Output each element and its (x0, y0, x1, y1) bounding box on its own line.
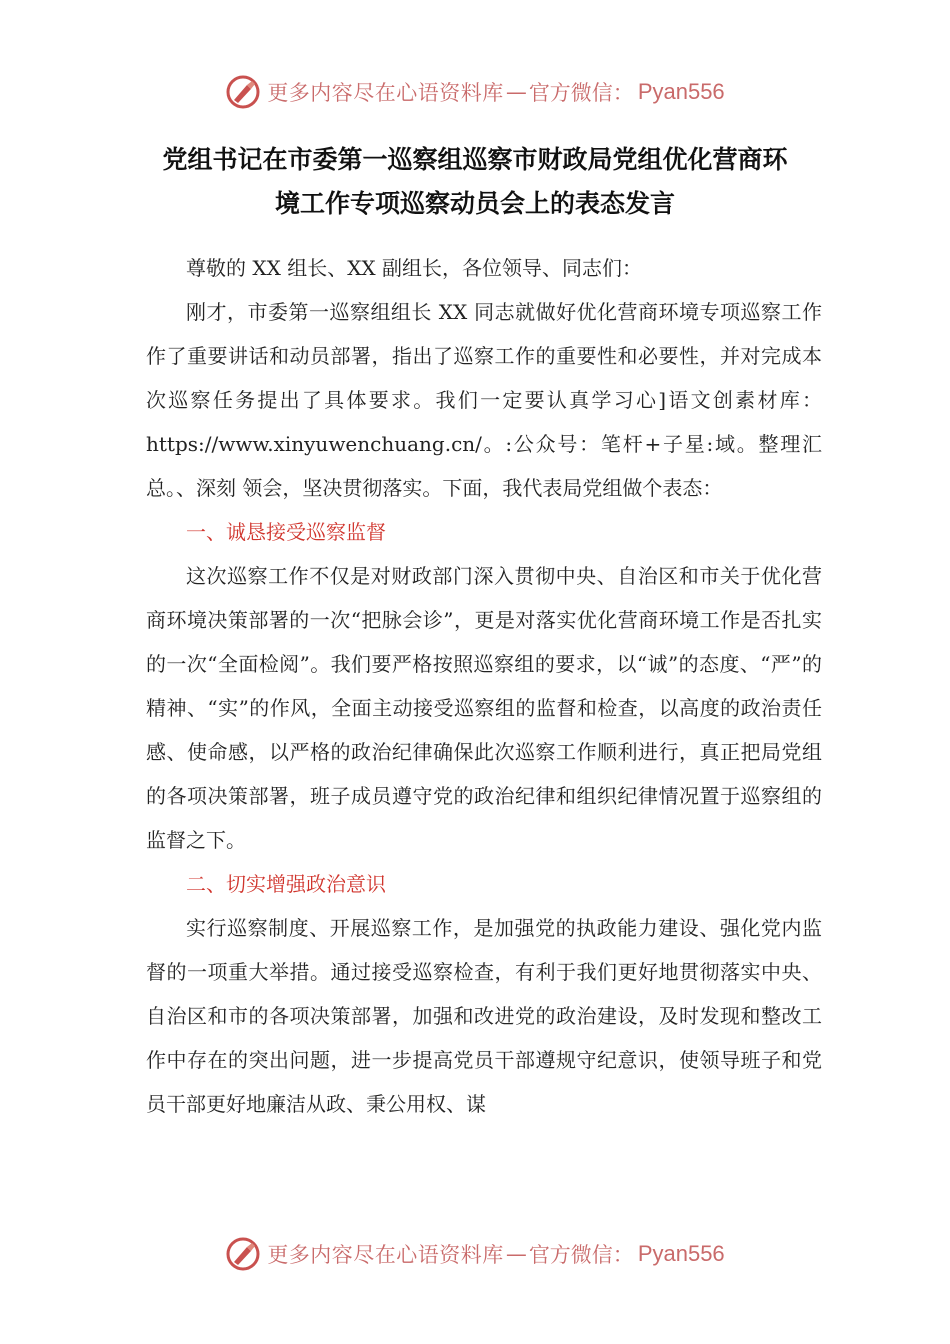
banner-wechat-id: Pyan556 (637, 1241, 725, 1266)
banner-text: 更多内容尽在心语资料库 (267, 81, 504, 105)
section-heading-1: 一、诚恳接受巡察监督 (186, 520, 386, 544)
footer-banner (0, 1232, 950, 1276)
title-line-2: 境工作专项巡察动员会上的表态发言 (274, 189, 675, 218)
title-line-1: 党组书记在市委第一巡察组巡察市财政局党组优化营商环 (162, 145, 788, 174)
section-1-paragraph: 这次巡察工作不仅是对财政部门深入贯彻中央、自治区和市关于优化营商环境决策部署的一次“把脉会诊”，更是对落实优化营商环境工作是否扎实的一次“全面检阅”。我们要严格按照巡察组的要求，以“诚”的态度、“严”的精神、“实”的作风，全面主动接受巡察组的监督和检查，以高度的政治责任感、使命感，以严格的政治纪律确保此次巡察工作顺利进行，真正把局党组的各项决策部署，班子成员遵守党的政治纪律和组织纪律情况置于巡察组的监督之下。 (146, 564, 822, 852)
header-banner (0, 70, 950, 114)
section-2-paragraph: 实行巡察制度、开展巡察工作，是加强党的执政能力建设、强化党内监督的一项重大举措。通过接受巡察检查，有利于我们更好地贯彻落实中央、自治区和市的各项决策部署，加强和改进党的政治建设，及时发现和整改工作中存在的突出问题，进一步提高党员干部遵规守纪意识，使领导班子和党员干部更好地廉洁从政、秉公用权、谋 (146, 916, 822, 1116)
banner-wechat-label: 官方微信： (528, 1243, 634, 1267)
banner-separator: — (505, 1242, 527, 1266)
banner-separator: — (505, 80, 527, 104)
salutation: 尊敬的 XX 组长、XX 副组长，各位领导、同志们： (186, 256, 643, 280)
document-title (130, 138, 820, 226)
banner-text: 更多内容尽在心语资料库 (267, 1243, 504, 1267)
logo-icon (225, 1236, 261, 1272)
logo-icon (225, 74, 261, 110)
banner-wechat-label: 官方微信： (528, 81, 634, 105)
document-body (146, 246, 822, 1126)
banner-wechat-id: Pyan556 (637, 79, 725, 104)
section-heading-2: 二、切实增强政治意识 (186, 872, 386, 896)
intro-paragraph: 刚才，市委第一巡察组组长 XX 同志就做好优化营商环境专项巡察工作作了重要讲话和动员部署，指出了巡察工作的重要性和必要性，并对完成本次巡察任务提出了具体要求。我们一定要认真学习心]语文创素材库：https://www.xinyuwenchuang.cn/。:公众号：笔杆+子星:域。整理汇总。、深刻 领会，坚决贯彻落实。下面，我代表局党组做个表态： (146, 300, 822, 500)
